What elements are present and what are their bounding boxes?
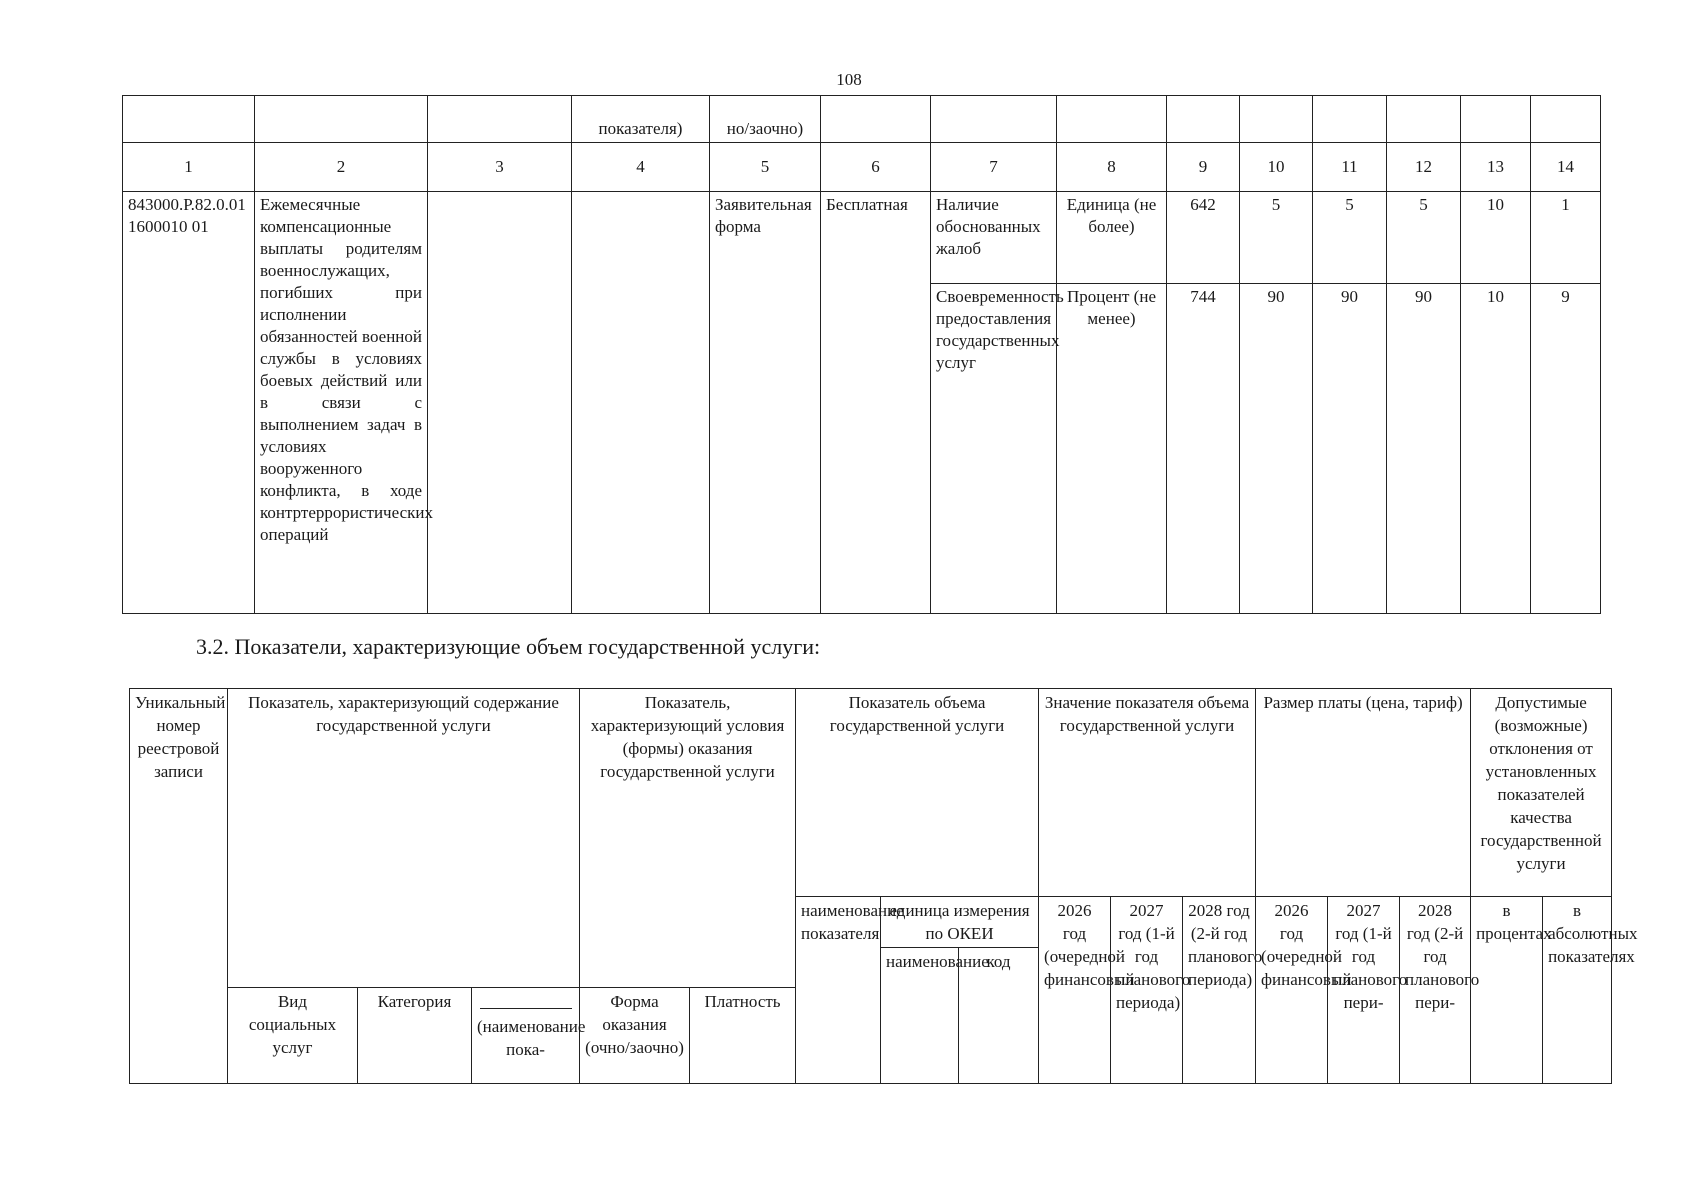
header-cell	[255, 96, 428, 143]
column-number: 10	[1240, 143, 1313, 192]
column-number-row	[123, 143, 1601, 192]
header-kind-of-services: Вид социальных услуг	[228, 988, 358, 1084]
header-fee-2028: 2028 год (2-й год планового пери-	[1400, 897, 1471, 1084]
registry-number: 843000.Р.82.0.011600010 01	[123, 192, 255, 614]
header-cell	[1387, 96, 1461, 143]
deviation-absolute: 1	[1531, 192, 1601, 284]
header-unit-okei: единица измерения по ОКЕИ	[881, 897, 1039, 948]
column-number: 11	[1313, 143, 1387, 192]
volume-indicators-table	[129, 688, 1638, 1084]
service-payment: Бесплатная	[821, 192, 931, 614]
header-fee-2027: 2027 год (1-й год планового пери-	[1328, 897, 1400, 1084]
header-blank-label: (наименование пока-	[477, 1017, 586, 1059]
header-category: Категория	[358, 988, 472, 1084]
continuation-header-row	[123, 96, 1601, 143]
column-number: 9	[1167, 143, 1240, 192]
cell-col4	[572, 192, 710, 614]
header-form: Форма оказания (очно/заочно)	[580, 988, 690, 1084]
deviation-percent: 10	[1461, 192, 1531, 284]
blank-underline	[480, 990, 572, 1009]
header-service-conditions: Показатель, характеризующий условия (формы) оказания государственной услуги	[580, 689, 796, 988]
indicator-name: Наличие обоснованных жалоб	[931, 192, 1057, 284]
header-blank-indicator	[472, 988, 586, 1084]
header-fee: Размер платы (цена, тариф)	[1256, 689, 1471, 897]
service-content: Ежемесячные компенсационные выплаты родителям военнослужащих, погибших при исполнении обязанностей военной службы в условиях боевых действий или в связи с выполнением задач в условиях вооруженного конфликта, в ходе контртеррористических операций	[255, 192, 428, 614]
header-cell: показателя)	[572, 96, 710, 143]
header-cell	[123, 96, 255, 143]
column-number: 13	[1461, 143, 1531, 192]
indicator-unit: Процент (не менее)	[1057, 284, 1167, 614]
value-2028: 5	[1387, 192, 1461, 284]
column-number: 8	[1057, 143, 1167, 192]
header-cell	[1240, 96, 1313, 143]
column-number: 2	[255, 143, 428, 192]
header-value-2028: 2028 год (2-й год планового периода)	[1183, 897, 1256, 1084]
section-title: 3.2. Показатели, характеризующие объем государственной услуги:	[196, 634, 821, 659]
column-number: 7	[931, 143, 1057, 192]
header-indicator-name: наименование показателя	[796, 897, 881, 1084]
column-number: 12	[1387, 143, 1461, 192]
value-2028: 90	[1387, 284, 1461, 614]
header-cell	[1461, 96, 1531, 143]
okei-code: 744	[1167, 284, 1240, 614]
header-value-2027: 2027 год (1-й год планового периода)	[1111, 897, 1183, 1084]
header-cell	[1313, 96, 1387, 143]
column-number: 1	[123, 143, 255, 192]
indicator-name: Своевременность предоставления государственных услуг	[931, 284, 1057, 614]
header-deviation-percent: в процентах	[1471, 897, 1543, 1084]
okei-code: 642	[1167, 192, 1240, 284]
header-payment: Платность	[690, 988, 796, 1084]
header-value-2026: 2026 год (очередной финансовый	[1039, 897, 1111, 1084]
header-cell	[1167, 96, 1240, 143]
value-2026: 5	[1240, 192, 1313, 284]
header-cell	[428, 96, 572, 143]
column-number: 6	[821, 143, 931, 192]
header-unit-code: код	[959, 948, 1039, 1084]
header-fee-2026: 2026 год (очередной финансовый	[1256, 897, 1328, 1084]
header-indicator-value: Значение показателя объема государственной услуги	[1039, 689, 1256, 897]
cell-col3	[428, 192, 572, 614]
column-number: 14	[1531, 143, 1601, 192]
deviation-absolute: 9	[1531, 284, 1601, 614]
header-cell	[931, 96, 1057, 143]
column-number: 4	[572, 143, 710, 192]
header-service-content: Показатель, характеризующий содержание государственной услуги	[228, 689, 580, 988]
header-cell	[1531, 96, 1601, 143]
header-deviation-absolute: в абсолютных показателях	[1543, 897, 1612, 1084]
header-volume-indicator: Показатель объема государственной услуги	[796, 689, 1039, 897]
page-number: 108	[836, 70, 862, 89]
header-deviations: Допустимые (возможные) отклонения от установленных показателей качества государственной услуги	[1471, 689, 1612, 897]
column-number: 3	[428, 143, 572, 192]
header-cell	[821, 96, 931, 143]
header-cell: но/заочно)	[710, 96, 821, 143]
deviation-percent: 10	[1461, 284, 1531, 614]
table-row	[123, 192, 1601, 284]
column-number: 5	[710, 143, 821, 192]
quality-indicators-table	[122, 95, 1601, 614]
service-form: Заявительная форма	[710, 192, 821, 614]
indicator-unit: Единица (не более)	[1057, 192, 1167, 284]
value-2026: 90	[1240, 284, 1313, 614]
value-2027: 90	[1313, 284, 1387, 614]
header-unique-number: Уникальный номер реестровой записи	[130, 689, 228, 1084]
header-cell	[1057, 96, 1167, 143]
header-unit-name: наименование	[881, 948, 959, 1084]
value-2027: 5	[1313, 192, 1387, 284]
